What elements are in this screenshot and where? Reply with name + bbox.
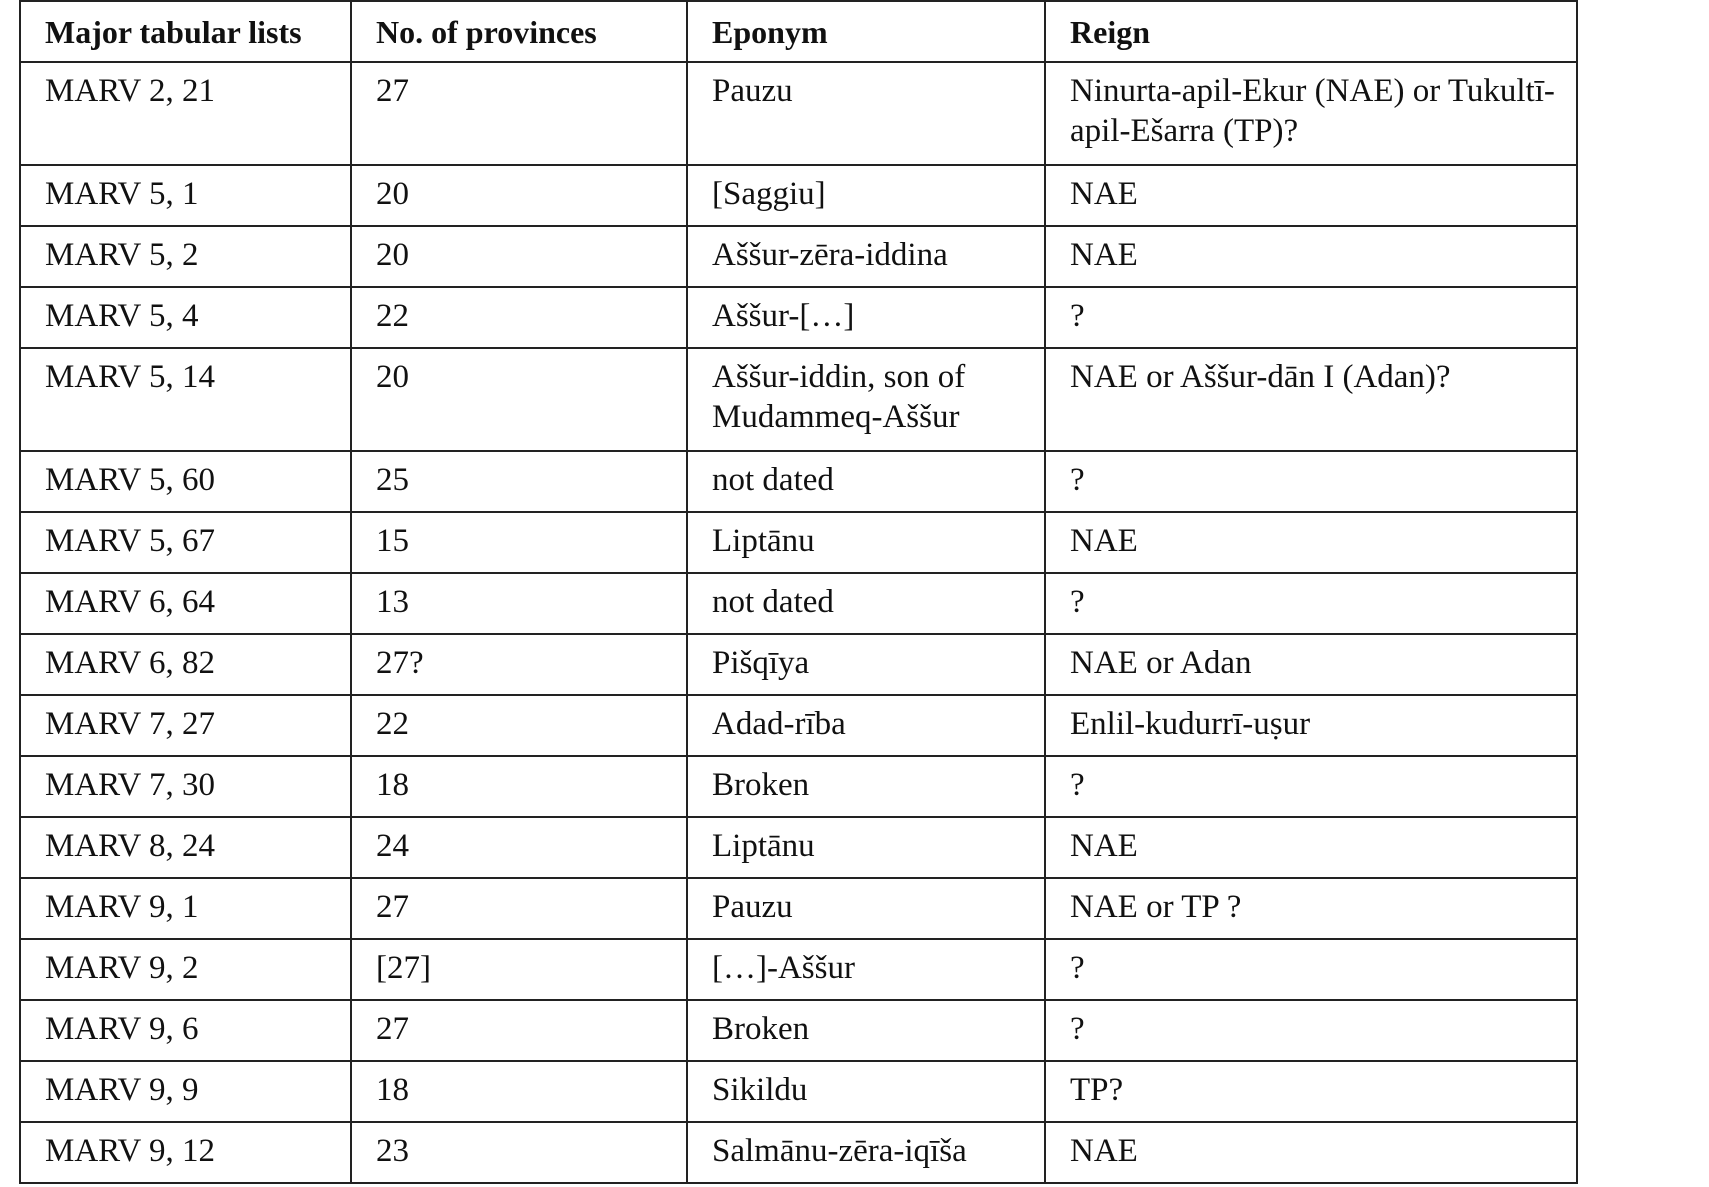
cell-list: MARV 9, 9 [20, 1061, 351, 1122]
cell-list: MARV 5, 4 [20, 287, 351, 348]
cell-provinces: [27] [351, 939, 687, 1000]
header-eponym: Eponym [687, 1, 1045, 62]
cell-reign: Enlil-kudurrī-uṣur [1045, 695, 1577, 756]
cell-provinces: 13 [351, 573, 687, 634]
cell-provinces: 15 [351, 512, 687, 573]
cell-list: MARV 5, 67 [20, 512, 351, 573]
cell-eponym: Liptānu [687, 817, 1045, 878]
cell-list: MARV 7, 30 [20, 756, 351, 817]
table-row [20, 939, 1577, 1000]
table-body [20, 62, 1577, 1183]
table-row [20, 348, 1577, 451]
cell-reign: NAE or TP ? [1045, 878, 1577, 939]
cell-list: MARV 8, 24 [20, 817, 351, 878]
cell-eponym: Adad-rība [687, 695, 1045, 756]
cell-list: MARV 2, 21 [20, 62, 351, 165]
cell-provinces: 22 [351, 695, 687, 756]
table-row [20, 451, 1577, 512]
cell-provinces: 27 [351, 62, 687, 165]
cell-eponym: Liptānu [687, 512, 1045, 573]
cell-list: MARV 6, 82 [20, 634, 351, 695]
cell-eponym: Salmānu-zēra-iqīša [687, 1122, 1045, 1183]
cell-eponym: Broken [687, 756, 1045, 817]
cell-eponym: Aššur-[…] [687, 287, 1045, 348]
header-no-of-provinces: No. of provinces [351, 1, 687, 62]
header-row [20, 1, 1577, 62]
cell-eponym: Aššur-iddin, son of Mudammeq-Aššur [687, 348, 1045, 451]
cell-provinces: 27? [351, 634, 687, 695]
cell-reign: NAE [1045, 817, 1577, 878]
cell-eponym: not dated [687, 573, 1045, 634]
cell-reign: NAE [1045, 165, 1577, 226]
cell-eponym: Broken [687, 1000, 1045, 1061]
cell-reign: ? [1045, 1000, 1577, 1061]
cell-reign: NAE or Aššur-dān I (Adan)? [1045, 348, 1577, 451]
cell-provinces: 25 [351, 451, 687, 512]
cell-reign: NAE or Adan [1045, 634, 1577, 695]
table-row [20, 573, 1577, 634]
table-header [20, 1, 1577, 62]
cell-eponym: […]-Aššur [687, 939, 1045, 1000]
cell-eponym: Pauzu [687, 878, 1045, 939]
province-lists-table [19, 0, 1578, 1184]
cell-reign: ? [1045, 451, 1577, 512]
header-major-tabular-lists: Major tabular lists [20, 1, 351, 62]
table-row [20, 287, 1577, 348]
table-row [20, 878, 1577, 939]
cell-eponym: Pišqīya [687, 634, 1045, 695]
cell-reign: ? [1045, 939, 1577, 1000]
table-row [20, 756, 1577, 817]
cell-eponym: Pauzu [687, 62, 1045, 165]
cell-provinces: 23 [351, 1122, 687, 1183]
cell-reign: NAE [1045, 512, 1577, 573]
cell-provinces: 20 [351, 226, 687, 287]
cell-reign: ? [1045, 756, 1577, 817]
table-row [20, 695, 1577, 756]
cell-list: MARV 7, 27 [20, 695, 351, 756]
cell-list: MARV 5, 1 [20, 165, 351, 226]
cell-list: MARV 5, 60 [20, 451, 351, 512]
cell-reign: ? [1045, 287, 1577, 348]
table-row [20, 1122, 1577, 1183]
cell-provinces: 27 [351, 878, 687, 939]
cell-list: MARV 6, 64 [20, 573, 351, 634]
table-row [20, 1000, 1577, 1061]
cell-list: MARV 5, 2 [20, 226, 351, 287]
cell-list: MARV 9, 2 [20, 939, 351, 1000]
header-reign: Reign [1045, 1, 1577, 62]
cell-provinces: 18 [351, 756, 687, 817]
cell-provinces: 20 [351, 165, 687, 226]
table-row [20, 226, 1577, 287]
cell-provinces: 20 [351, 348, 687, 451]
cell-provinces: 18 [351, 1061, 687, 1122]
province-lists-table-container [19, 0, 1576, 1184]
cell-provinces: 24 [351, 817, 687, 878]
cell-list: MARV 5, 14 [20, 348, 351, 451]
cell-eponym: Aššur-zēra-iddina [687, 226, 1045, 287]
cell-provinces: 27 [351, 1000, 687, 1061]
cell-list: MARV 9, 12 [20, 1122, 351, 1183]
cell-provinces: 22 [351, 287, 687, 348]
cell-reign: Ninurta-apil-Ekur (NAE) or Tukultī-apil-Ešarra (TP)? [1045, 62, 1577, 165]
cell-list: MARV 9, 1 [20, 878, 351, 939]
cell-eponym: Sikildu [687, 1061, 1045, 1122]
table-row [20, 62, 1577, 165]
table-row [20, 165, 1577, 226]
cell-list: MARV 9, 6 [20, 1000, 351, 1061]
table-row [20, 817, 1577, 878]
cell-reign: ? [1045, 573, 1577, 634]
table-row [20, 1061, 1577, 1122]
cell-reign: NAE [1045, 226, 1577, 287]
cell-reign: NAE [1045, 1122, 1577, 1183]
cell-eponym: [Saggiu] [687, 165, 1045, 226]
cell-reign: TP? [1045, 1061, 1577, 1122]
cell-eponym: not dated [687, 451, 1045, 512]
table-row [20, 634, 1577, 695]
table-row [20, 512, 1577, 573]
